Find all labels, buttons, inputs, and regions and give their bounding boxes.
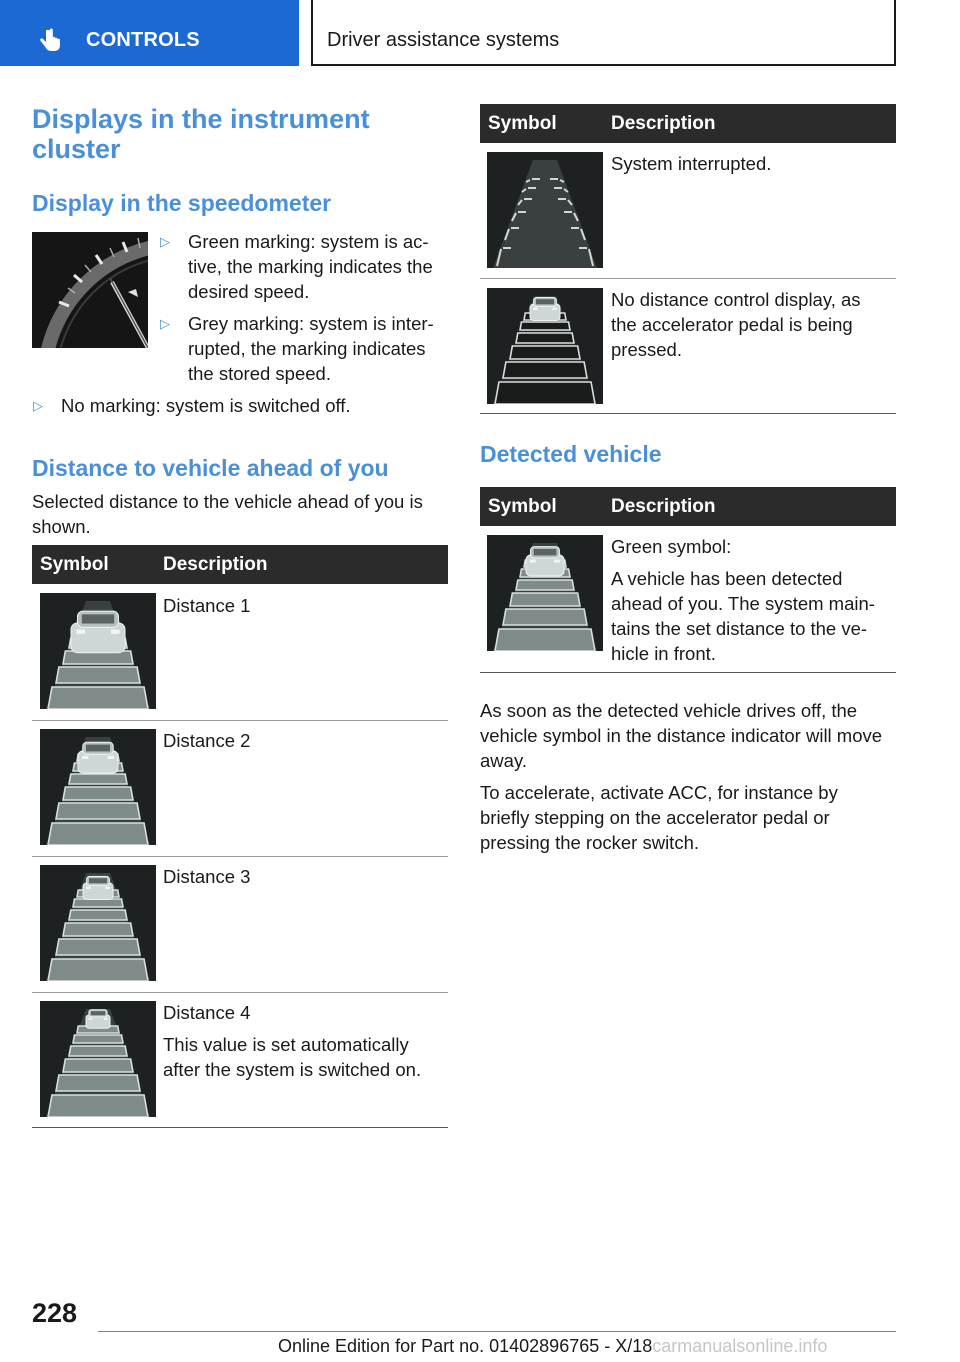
distance-1-symbol — [40, 593, 156, 709]
bullet-line: desired speed. — [188, 281, 310, 302]
triangle-bullet-icon: ▷ — [33, 398, 43, 413]
description-text: Distance 1 — [163, 595, 251, 616]
description-line: This value is set automatically — [163, 1034, 409, 1055]
description-line: pressed. — [611, 339, 682, 360]
status-table-header — [480, 104, 896, 143]
watermark-text: carmanualsonline.info — [652, 1336, 828, 1356]
col-description-header: Description — [163, 554, 268, 575]
description-line: after the system is switched on. — [163, 1059, 422, 1080]
no-control-symbol — [487, 288, 603, 404]
description-text: System interrupted. — [611, 153, 772, 174]
table-end-rule — [480, 672, 896, 673]
page-number: 228 — [32, 1298, 78, 1328]
bullet-line: tive, the marking indicates the — [188, 256, 433, 277]
row-divider — [32, 856, 448, 857]
page-title-line-1: Displays in the instrument — [32, 104, 370, 134]
description-line: hicle in front. — [611, 643, 716, 664]
col-symbol-header: Symbol — [488, 113, 557, 134]
distance-2-description — [163, 728, 443, 753]
row-divider — [32, 720, 448, 721]
col-symbol-header: Symbol — [40, 554, 109, 575]
description-text — [163, 1032, 443, 1082]
section-tab[interactable] — [0, 0, 299, 66]
table-end-rule — [32, 1127, 448, 1128]
distance-4-description — [163, 1000, 443, 1082]
detected-symbol — [487, 535, 603, 651]
edition-text: Online Edition for Part no. 01402896765 - X/18 — [278, 1336, 653, 1356]
row-divider — [32, 992, 448, 993]
distance-3-symbol — [40, 865, 156, 981]
col-description-header: Description — [611, 113, 716, 134]
col-description-header: Description — [611, 496, 716, 517]
triangle-bullet-icon: ▷ — [160, 234, 170, 249]
paragraph-line: pressing the rocker switch. — [480, 832, 700, 853]
paragraph-line: Selected distance to the vehicle ahead of you is — [32, 491, 423, 512]
distance-table-header — [32, 545, 448, 584]
page-title — [32, 104, 370, 164]
interrupted-symbol — [487, 152, 603, 268]
drive-off-paragraph — [480, 698, 900, 773]
bullet-line: the stored speed. — [188, 363, 331, 384]
hand-pointer-icon — [38, 28, 64, 54]
description-text: Green symbol: — [611, 536, 732, 557]
paragraph-line: briefly stepping on the accelerator pedal or — [480, 807, 830, 828]
row-divider — [480, 278, 896, 279]
bullet-line: Green marking: system is ac- — [188, 231, 429, 252]
distance-1-description — [163, 593, 443, 618]
distance-intro — [32, 489, 448, 539]
detected-table-header — [480, 487, 896, 526]
description-line: No distance control display, as — [611, 289, 861, 310]
chapter-header — [311, 0, 896, 66]
description-text: Distance 4 — [163, 1002, 251, 1023]
bullet-no-marking — [33, 393, 443, 419]
distance-2-symbol — [40, 729, 156, 845]
description-text: Distance 2 — [163, 730, 251, 751]
col-symbol-header: Symbol — [488, 496, 557, 517]
speedometer-image — [32, 232, 148, 348]
detected-heading: Detected vehicle — [480, 441, 662, 467]
bullet-line: Grey marking: system is inter- — [188, 313, 434, 334]
accelerate-paragraph — [480, 780, 900, 855]
description-line: the accelerator pedal is being — [611, 314, 853, 335]
page-title-line-2: cluster — [32, 134, 121, 164]
bullet-line: rupted, the marking indicates — [188, 338, 426, 359]
paragraph-line: vehicle symbol in the distance indicator will move — [480, 725, 883, 746]
description-line: ahead of you. The system main- — [611, 593, 875, 614]
table-end-rule — [480, 413, 896, 414]
paragraph-line: To accelerate, activate ACC, for instance by — [480, 782, 838, 803]
description-text — [611, 566, 896, 666]
bullet-green-marking — [160, 229, 450, 309]
bullet-line: No marking: system is switched off. — [61, 395, 351, 416]
description-text: Distance 3 — [163, 866, 251, 887]
section-label: CONTROLS — [86, 29, 200, 51]
distance-4-symbol — [40, 1001, 156, 1117]
no-control-description — [611, 287, 891, 362]
footer-edition — [278, 1336, 827, 1357]
speedometer-heading: Display in the speedometer — [32, 190, 332, 216]
paragraph-line: shown. — [32, 516, 91, 537]
footer-rule — [98, 1331, 896, 1332]
bullet-grey-marking — [160, 311, 450, 391]
distance-3-description — [163, 864, 443, 889]
paragraph-line: away. — [480, 750, 527, 771]
detected-description — [611, 534, 896, 666]
description-line: tains the set distance to the ve- — [611, 618, 868, 639]
paragraph-line: As soon as the detected vehicle drives off, the — [480, 700, 858, 721]
triangle-bullet-icon: ▷ — [160, 316, 170, 331]
distance-heading: Distance to vehicle ahead of you — [32, 455, 389, 481]
description-line: A vehicle has been detected — [611, 568, 843, 589]
chapter-title: Driver assistance systems — [327, 29, 560, 51]
interrupted-description — [611, 151, 891, 176]
